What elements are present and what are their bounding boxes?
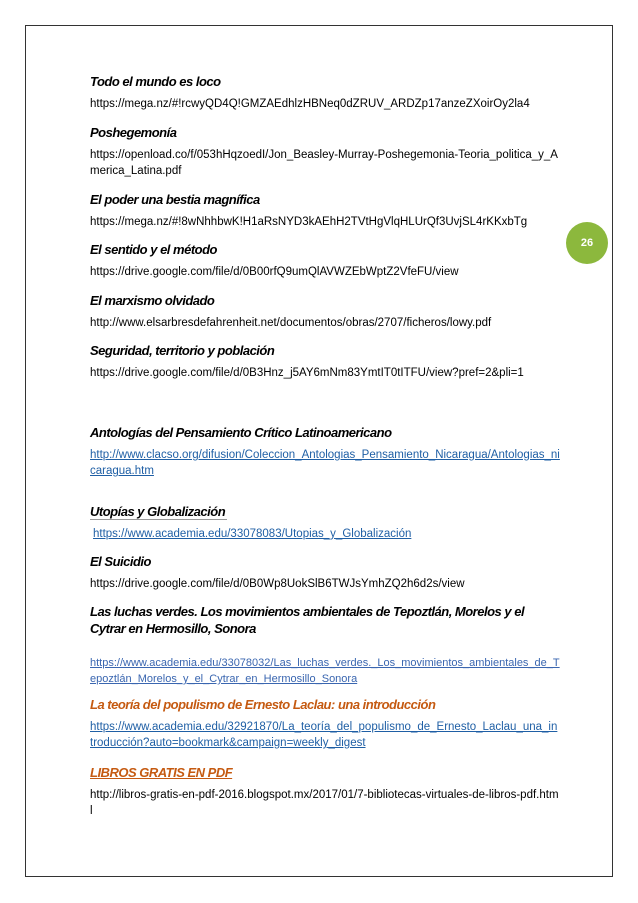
list-item bbox=[90, 191, 560, 230]
entry-title[interactable]: LIBROS GRATIS EN PDF bbox=[90, 765, 233, 780]
entry-url[interactable]: https://mega.nz/#!8wNhhbwK!H1aRsNYD3kAEhH2TVtHgVlqHLUrQf3UvjSL4rKKxbTg bbox=[90, 216, 528, 228]
list-item bbox=[90, 124, 560, 179]
page-number-badge: 26 bbox=[566, 222, 608, 264]
entry-title: El poder una bestia magnífica bbox=[90, 192, 260, 207]
entry-url[interactable]: https://www.academia.edu/32921870/La_teoría_del_populismo_de_Ernesto_Laclau_una_introducción?auto=bookmark&campaign=weekly_digest bbox=[90, 721, 558, 749]
entry-url[interactable]: https://www.academia.edu/33078032/Las_luchas_verdes._Los_movimientos_ambientales_de_Tepoztlán_Morelos_y_el_Cytrar_en_Hermosillo_Sonora bbox=[90, 657, 560, 685]
list-item bbox=[90, 603, 560, 687]
list-item bbox=[90, 424, 560, 479]
list-item bbox=[90, 503, 560, 542]
entry-title: Seguridad, territorio y población bbox=[90, 343, 275, 358]
entry-title: Todo el mundo es loco bbox=[90, 74, 221, 89]
entry-url[interactable]: https://drive.google.com/file/d/0B3Hnz_j5AY6mNm83YmtIT0tITFU/view?pref=2&pli=1 bbox=[90, 367, 524, 379]
list-item bbox=[90, 292, 560, 331]
entry-url[interactable]: http://www.elsarbresdefahrenheit.net/documentos/obras/2707/ficheros/lowy.pdf bbox=[90, 317, 492, 329]
entry-title: El marxismo olvidado bbox=[90, 293, 215, 308]
list-item bbox=[90, 342, 560, 381]
entry-title: Las luchas verdes. Los movimientos ambientales de Tepoztlán, Morelos y el Cytrar en Hermosillo, Sonora bbox=[90, 604, 525, 636]
list-item bbox=[90, 553, 560, 592]
entry-url[interactable]: https://openload.co/f/053hHqzoedI/Jon_Beasley-Murray-Poshegemonia-Teoria_politica_y_America_Latina.pdf bbox=[90, 149, 558, 177]
entry-url[interactable]: http://libros-gratis-en-pdf-2016.blogspot.mx/2017/01/7-bibliotecas-virtuales-de-libros-pdf.html bbox=[90, 789, 559, 817]
entry-url[interactable]: https://drive.google.com/file/d/0B0Wp8UokSlB6TWJsYmhZQ2h6d2s/view bbox=[90, 578, 465, 590]
entry-title: Utopías y Globalización bbox=[90, 504, 226, 519]
entry-title: Antologías del Pensamiento Crítico Latinoamericano bbox=[90, 425, 392, 440]
entry-url[interactable]: https://drive.google.com/file/d/0B00rfQ9umQlAVWZEbWptZ2VfeFU/view bbox=[90, 266, 459, 278]
list-item bbox=[90, 764, 560, 819]
entry-title: El Suicidio bbox=[90, 554, 151, 569]
list-item bbox=[90, 73, 560, 112]
entry-url[interactable]: https://mega.nz/#!rcwyQD4Q!GMZAEdhlzHBNeq0dZRUV_ARDZp17anzeZXoirOy2la4 bbox=[90, 98, 530, 110]
entry-title: El sentido y el método bbox=[90, 242, 217, 257]
entry-url[interactable]: https://www.academia.edu/33078083/Utopias_y_Globalización bbox=[93, 528, 412, 540]
entry-title: La teoría del populismo de Ernesto Laclau: una introducción bbox=[90, 697, 436, 712]
entry-title: Poshegemonía bbox=[90, 125, 177, 140]
entry-url[interactable]: http://www.clacso.org/difusion/Coleccion_Antologias_Pensamiento_Nicaragua/Antologias_nicaragua.htm bbox=[90, 449, 560, 477]
list-item bbox=[90, 696, 560, 751]
list-item bbox=[90, 241, 560, 280]
